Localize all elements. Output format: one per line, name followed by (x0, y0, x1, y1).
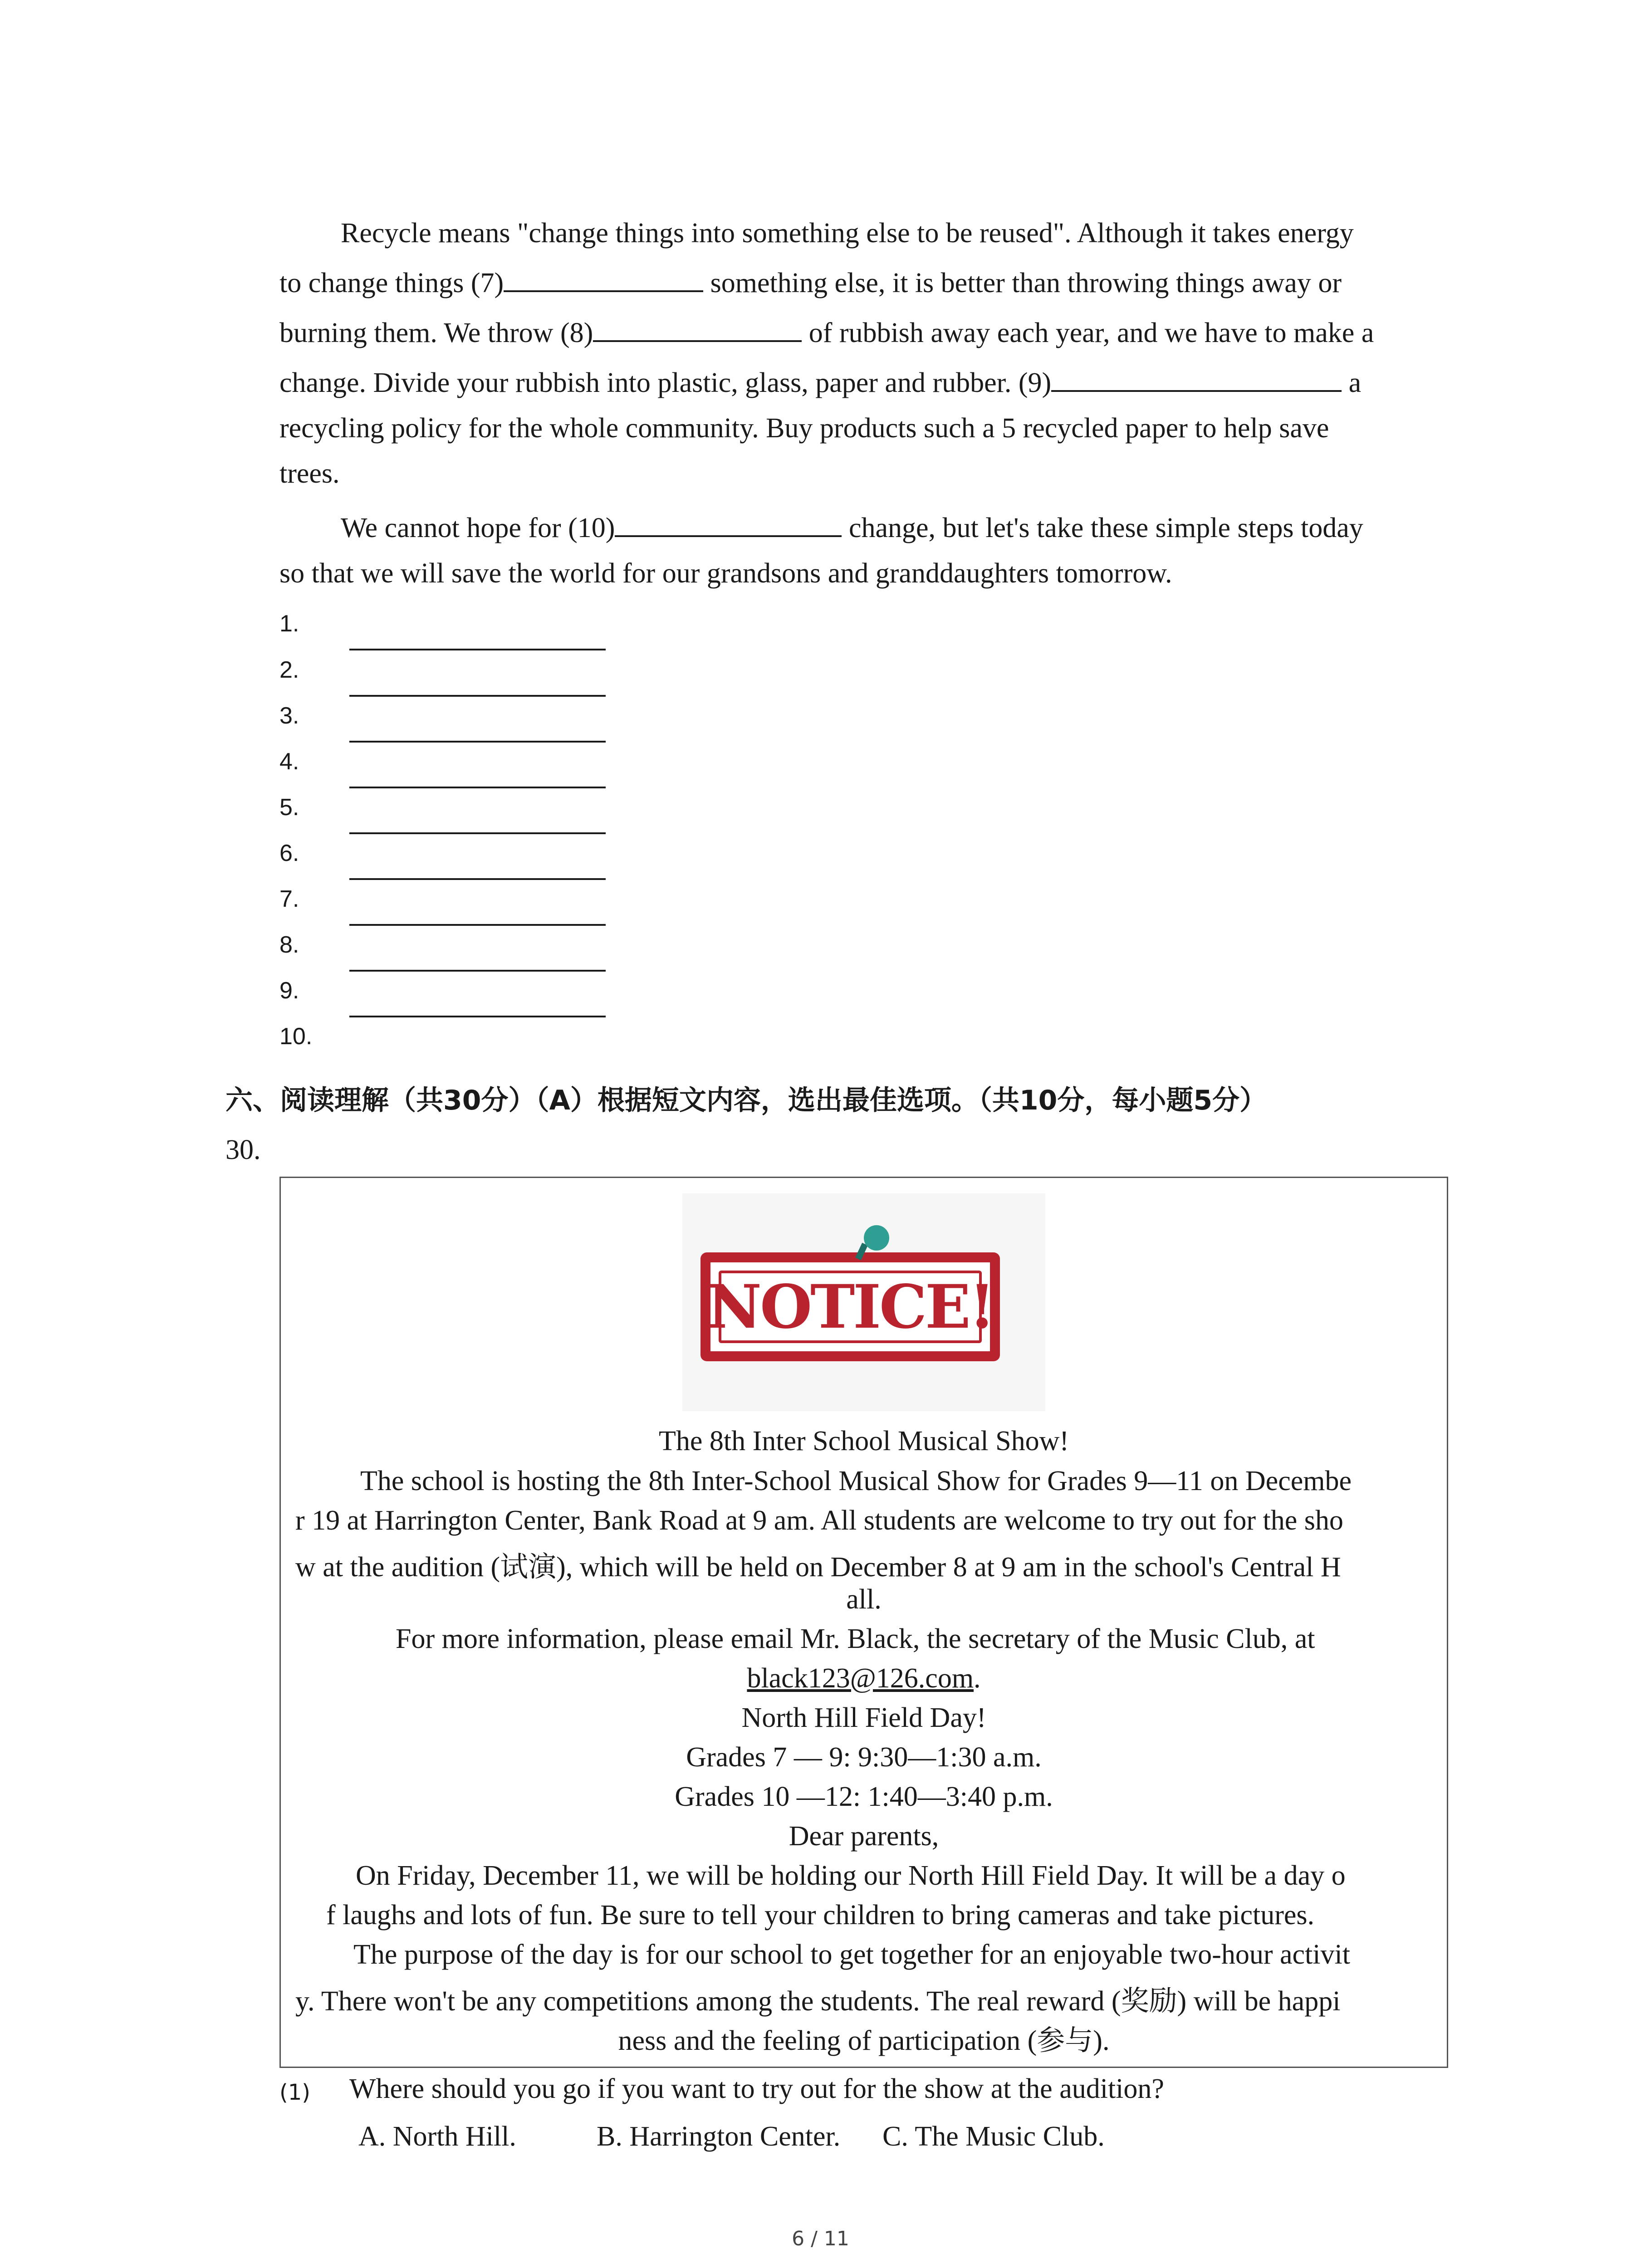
passage-line-4: change. Divide your rubbish into plastic, glass, paper and rubber. (9) a (279, 367, 1362, 398)
answer-line-7[interactable] (349, 924, 606, 926)
notice-image (682, 1193, 1045, 1411)
notice-p3-line-2: f laughs and lots of fun. Be sure to tell your children to bring cameras and take pictures. (326, 1900, 1314, 1931)
section-heading: 六、阅读理解（共30分）（A）根据短文内容，选出最佳选项。（共10分，每小题5分） (225, 1085, 1267, 1116)
notice-p1-line-3: w at the audition (试演), which will be held on December 8 at 9 am in the school's Central H (295, 1552, 1341, 1583)
notice-p1-line-2: r 19 at Harrington Center, Bank Road at 9 am. All students are welcome to try out for the sho (295, 1505, 1343, 1536)
page-number: 6 / 11 (792, 2227, 849, 2250)
notice-email-line: black123@126.com. (747, 1663, 981, 1694)
answer-number: 1. (279, 611, 299, 637)
answer-number: 3. (279, 703, 299, 729)
passage-line-8: so that we will save the world for our grandsons and granddaughters tomorrow. (279, 558, 1172, 589)
passage-line-2: to change things (7) something else, it is better than throwing things away or (279, 268, 1342, 298)
notice-title-field-day: North Hill Field Day! (741, 1702, 986, 1733)
answer-line-8[interactable] (349, 970, 606, 972)
notice-grades-7-9: Grades 7 — 9: 9:30—1:30 a.m. (686, 1742, 1042, 1773)
answer-number: 4. (279, 748, 299, 775)
passage-line-6: trees. (279, 458, 340, 489)
notice-box (279, 1177, 1448, 2068)
answer-number: 7. (279, 886, 299, 912)
answer-number: 2. (279, 657, 299, 683)
answer-line-4[interactable] (349, 787, 606, 788)
answer-number: 9. (279, 978, 299, 1004)
notice-p4-line-2: y. There won't be any competitions among the students. The real reward (奖励) will be happi (295, 1986, 1341, 2017)
answer-number: 5. (279, 794, 299, 821)
option-a[interactable]: A. North Hill. (358, 2121, 516, 2152)
answer-list (0, 0, 1641, 1089)
answer-line-2[interactable] (349, 695, 606, 697)
option-b[interactable]: B. Harrington Center. (597, 2121, 841, 2152)
answer-line-3[interactable] (349, 741, 606, 743)
passage-line-7: We cannot hope for (10) change, but let's take these simple steps today (341, 513, 1363, 543)
email-link[interactable]: black123@126.com (747, 1663, 974, 1694)
answer-line-6[interactable] (349, 878, 606, 880)
pushpin-icon (864, 1225, 889, 1251)
answer-line-5[interactable] (349, 832, 606, 834)
answer-number: 6. (279, 840, 299, 866)
answer-line-1[interactable] (349, 649, 606, 650)
notice-p1-line-4: all. (846, 1584, 882, 1615)
passage-line-5: recycling policy for the whole community. Buy products such a 5 recycled paper to help save (279, 413, 1329, 444)
notice-salutation: Dear parents, (789, 1821, 939, 1852)
notice-sign-text: NOTICE! (707, 1271, 994, 1342)
answer-number: 10. (279, 1023, 313, 1050)
question-1-number: (1) (279, 2080, 310, 2105)
notice-grades-10-12: Grades 10 —12: 1:40—3:40 p.m. (675, 1781, 1053, 1812)
notice-p2-line-1: For more information, please email Mr. Black, the secretary of the Music Club, at (396, 1623, 1315, 1654)
option-c[interactable]: C. The Music Club. (882, 2121, 1105, 2152)
question-number: 30. (225, 1134, 261, 1165)
notice-title-musical: The 8th Inter School Musical Show! (658, 1426, 1069, 1457)
notice-p4-line-3: ness and the feeling of participation (参与). (618, 2025, 1110, 2056)
question-1-text: Where should you go if you want to try out for the show at the audition? (349, 2073, 1164, 2104)
passage-line-1: Recycle means "change things into something else to be reused". Although it takes energy (341, 218, 1354, 249)
notice-p3-line-1: On Friday, December 11, we will be holding our North Hill Field Day. It will be a day o (356, 1860, 1346, 1891)
answer-line-9[interactable] (349, 1016, 606, 1017)
passage-line-3: burning them. We throw (8) of rubbish away each year, and we have to make a (279, 318, 1374, 348)
answer-number: 8. (279, 932, 299, 958)
notice-sign (700, 1252, 1000, 1361)
notice-p1-line-1: The school is hosting the 8th Inter-School Musical Show for Grades 9—11 on Decembe (360, 1466, 1352, 1496)
notice-p4-line-1: The purpose of the day is for our school to get together for an enjoyable two-hour activit (353, 1939, 1350, 1970)
